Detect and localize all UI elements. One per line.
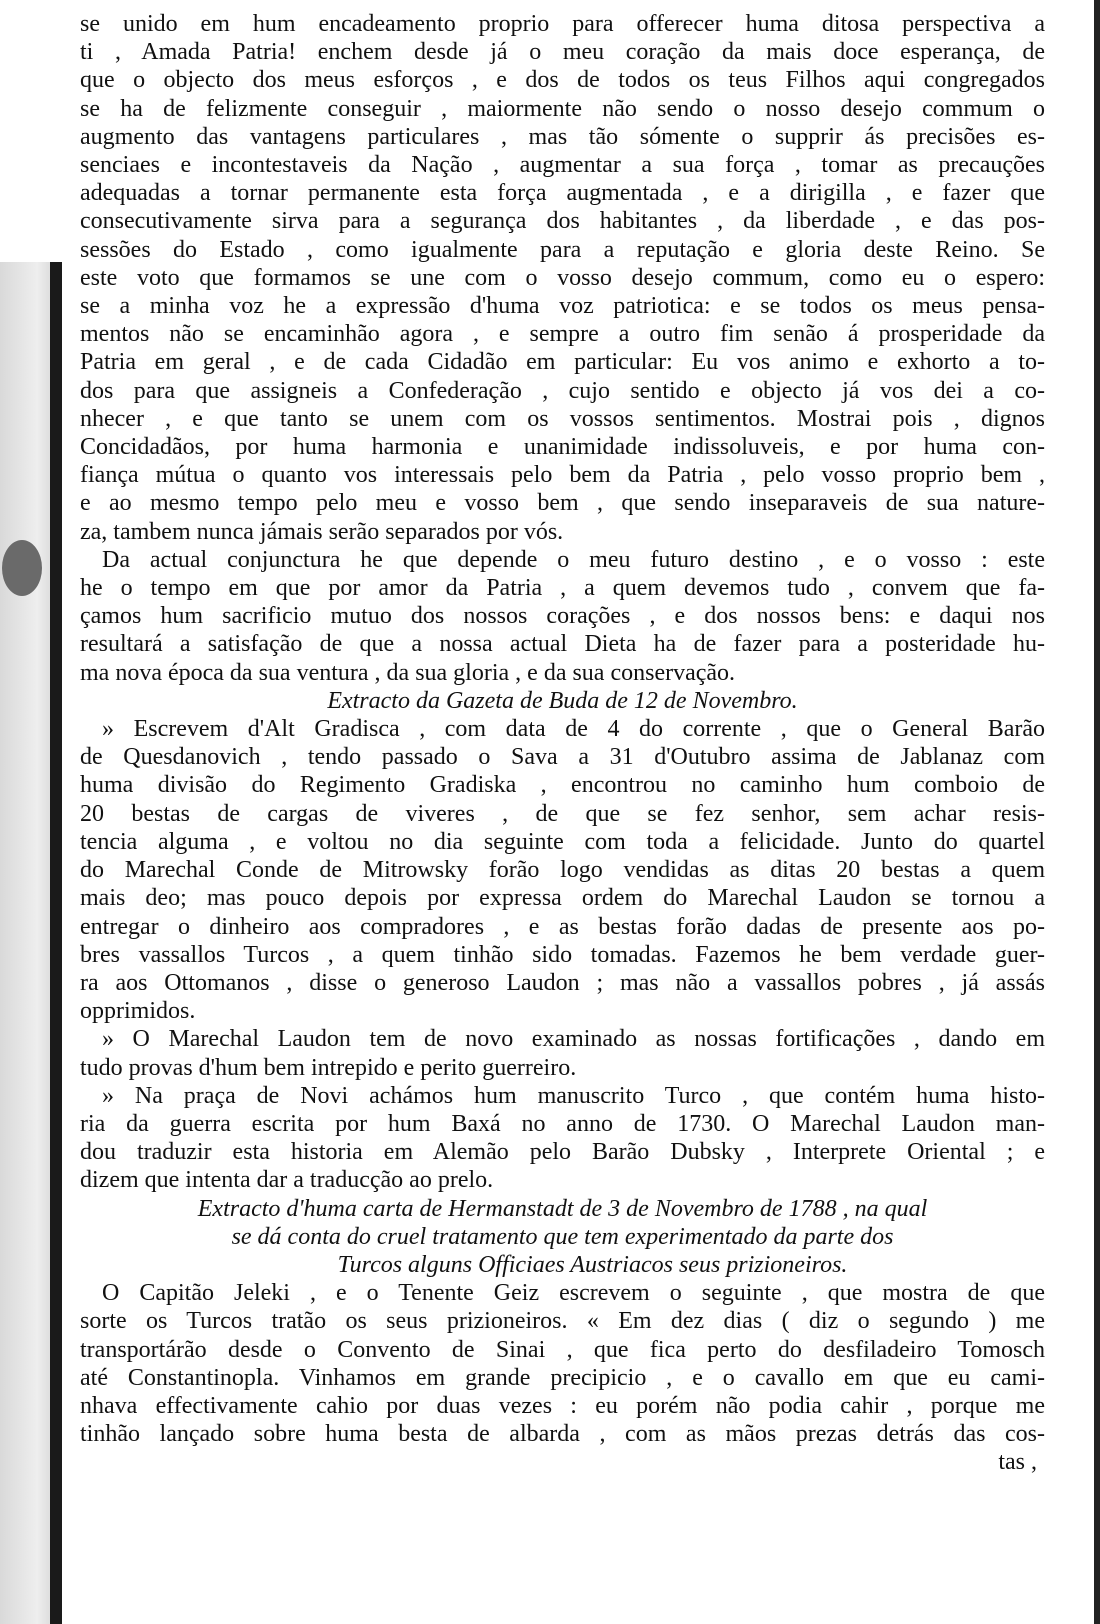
text-line: » Na praça de Novi achámos hum manuscrito Turco , que contém huma histo-: [102, 1082, 1045, 1109]
text-line: nhava effectivamente cahio por duas vezes : eu porém não podia cahir , porque me: [80, 1392, 1045, 1419]
text-line: que o objecto dos meus esforços , e dos de todos os teus Filhos aqui congregados: [80, 67, 1045, 94]
text-line: Patria em geral , e de cada Cidadão em particular: Eu vos animo e exhorto a to-: [80, 349, 1045, 376]
paragraph-5: [80, 1082, 1045, 1195]
text-line: adequadas a tornar permanente esta força augmentada , e a dirigilla , e fazer que: [80, 180, 1045, 207]
text-line: do Marechal Conde de Mitrowsky forão logo vendidas as ditas 20 bestas a quem: [80, 857, 1045, 884]
scan-page-edge: [0, 262, 62, 1624]
text-line: transportárão desde o Convento de Sinai , que fica perto do desfiladeiro Tomosch: [80, 1336, 1045, 1363]
text-line: dizem que intenta dar a traducção ao prelo.: [80, 1167, 494, 1194]
text-line: se ha de felizmente conseguir , maiormente não sendo o nosso desejo commum o: [80, 95, 1045, 122]
text-line: » Escrevem d'Alt Gradisca , com data de 4 do corrente , que o General Barão: [102, 716, 1045, 743]
text-line: senciaes e incontestaveis da Nação , augmentar a sua força , tomar as precauções: [80, 152, 1045, 179]
scan-stain: [2, 540, 42, 596]
text-line: tinhão lançado sobre huma besta de albarda , com as mãos prezas detrás das cos-: [80, 1421, 1045, 1448]
text-line: çamos hum sacrificio mutuo dos nossos corações , e dos nossos bens: e daqui nos: [80, 603, 1045, 630]
text-line: he o tempo em que por amor da Patria , a quem devemos tudo , convem que fa-: [80, 575, 1045, 602]
text-line: até Constantinopla. Vinhamos em grande precipicio , e o cavallo em que eu cami-: [80, 1364, 1045, 1391]
letter-heading: [80, 1195, 1045, 1280]
text-line: consecutivamente sirva para a segurança dos habitantes , da liberdade , e das pos-: [80, 208, 1045, 235]
text-line: nhecer , e que tanto se unem com os vossos sentimentos. Mostrai pois , dignos: [80, 405, 1045, 432]
text-line: bres vassallos Turcos , a quem tinhão sido tomadas. Fazemos he bem verdade guer-: [80, 941, 1045, 968]
text-line: dos para que assigneis a Confederação , cujo sentido e objecto já vos dei a co-: [80, 377, 1045, 404]
text-line: Da actual conjunctura he que depende o meu futuro destino , e o vosso : este: [102, 546, 1045, 573]
text-line: e ao mesmo tempo pelo meu e vosso bem , que sendo inseparaveis de sua nature-: [80, 490, 1045, 517]
text-line: dou traduzir esta historia em Alemão pelo Barão Dubsky , Interprete Oriental ; e: [80, 1139, 1045, 1166]
text-line: sessões do Estado , como igualmente para a reputação e gloria deste Reino. Se: [80, 236, 1045, 263]
document-page: [80, 10, 1045, 1477]
text-line: ti , Amada Patria! enchem desde já o meu coração da mais doce esperança, de: [80, 39, 1045, 66]
text-line: de Quesdanovich , tendo passado o Sava a 31 d'Outubro assima de Jablanaz com: [80, 744, 1045, 771]
text-line: ra aos Ottomanos , disse o generoso Laudon ; mas não a vassallos pobres , já assás: [80, 969, 1045, 996]
text-line: za, tambem nunca jámais serão separados por vós.: [80, 518, 564, 545]
text-line: opprimidos.: [80, 998, 196, 1025]
text-line: este voto que formamos se une com o vosso desejo commum, como eu o espero:: [80, 264, 1045, 291]
letter-heading-line: Turcos alguns Officiaes Austriacos seus prizioneiros.: [337, 1251, 848, 1278]
paragraph-2: [80, 546, 1045, 687]
text-line: entregar o dinheiro aos compradores , e as bestas forão dadas de presente aos po-: [80, 913, 1045, 940]
text-line: augmento das vantagens particulares , mas tão sómente o supprir ás precisões es-: [80, 123, 1045, 150]
text-line: mentos não se encaminhão agora , e sempre a outro fim senão á prosperidade da: [80, 321, 1045, 348]
text-line: Concidadãos, por huma harmonia e unanimidade indissoluveis, e por huma con-: [80, 434, 1045, 461]
catchword: tas ,: [998, 1449, 1037, 1476]
text-line: se unido em hum encadeamento proprio para offerecer huma ditosa perspectiva a: [80, 11, 1045, 37]
text-line: fiança mútua o quanto vos interessais pelo bem da Patria , pelo vosso proprio bem ,: [80, 462, 1045, 489]
text-line: huma divisão do Regimento Gradiska , encontrou no caminho hum comboio de: [80, 772, 1045, 799]
text-line: ma nova época da sua ventura , da sua gloria , e da sua conservação.: [80, 659, 736, 686]
text-line: » O Marechal Laudon tem de novo examinado as nossas fortificações , dando em: [102, 1026, 1045, 1053]
letter-heading-line: Extracto d'huma carta de Hermanstadt de 3 de Novembro de 1788 , na qual: [197, 1195, 928, 1222]
text-line: se a minha voz he a expressão d'huma voz patriotica: e se todos os meus pensa-: [80, 293, 1045, 320]
text-line: tencia alguma , e voltou no dia seguinte com toda a felicidade. Junto do quartel: [80, 828, 1045, 855]
paragraph-6: [80, 1279, 1045, 1448]
text-line: sorte os Turcos tratão os seus prizioneiros. « Em dez dias ( diz o segundo ) me: [80, 1308, 1045, 1335]
text-line: 20 bestas de cargas de viveres , de que se fez senhor, sem achar resis-: [80, 800, 1045, 827]
paragraph-3: [80, 715, 1045, 1025]
text-line: O Capitão Jeleki , e o Tenente Geiz escrevem o seguinte , que mostra de que: [102, 1280, 1045, 1307]
text-line: resultará a satisfação de que a nossa actual Dieta ha de fazer para a posteridade hu-: [80, 631, 1045, 658]
paragraph-1: [80, 10, 1045, 546]
text-line: tudo provas d'hum bem intrepido e perito guerreiro.: [80, 1054, 577, 1081]
text-line: ria da guerra escrita por hum Baxá no anno de 1730. O Marechal Laudon man-: [80, 1110, 1045, 1137]
scan-right-edge: [1094, 0, 1100, 1624]
letter-heading-line: se dá conta do cruel tratamento que tem experimentado da parte dos: [231, 1223, 894, 1250]
text-line: mais deo; mas pouco depois por expressa ordem do Marechal Laudon se tornou a: [80, 885, 1045, 912]
paragraph-4: [80, 1025, 1045, 1081]
section-heading: Extracto da Gazeta de Buda de 12 de Novembro.: [327, 687, 798, 714]
